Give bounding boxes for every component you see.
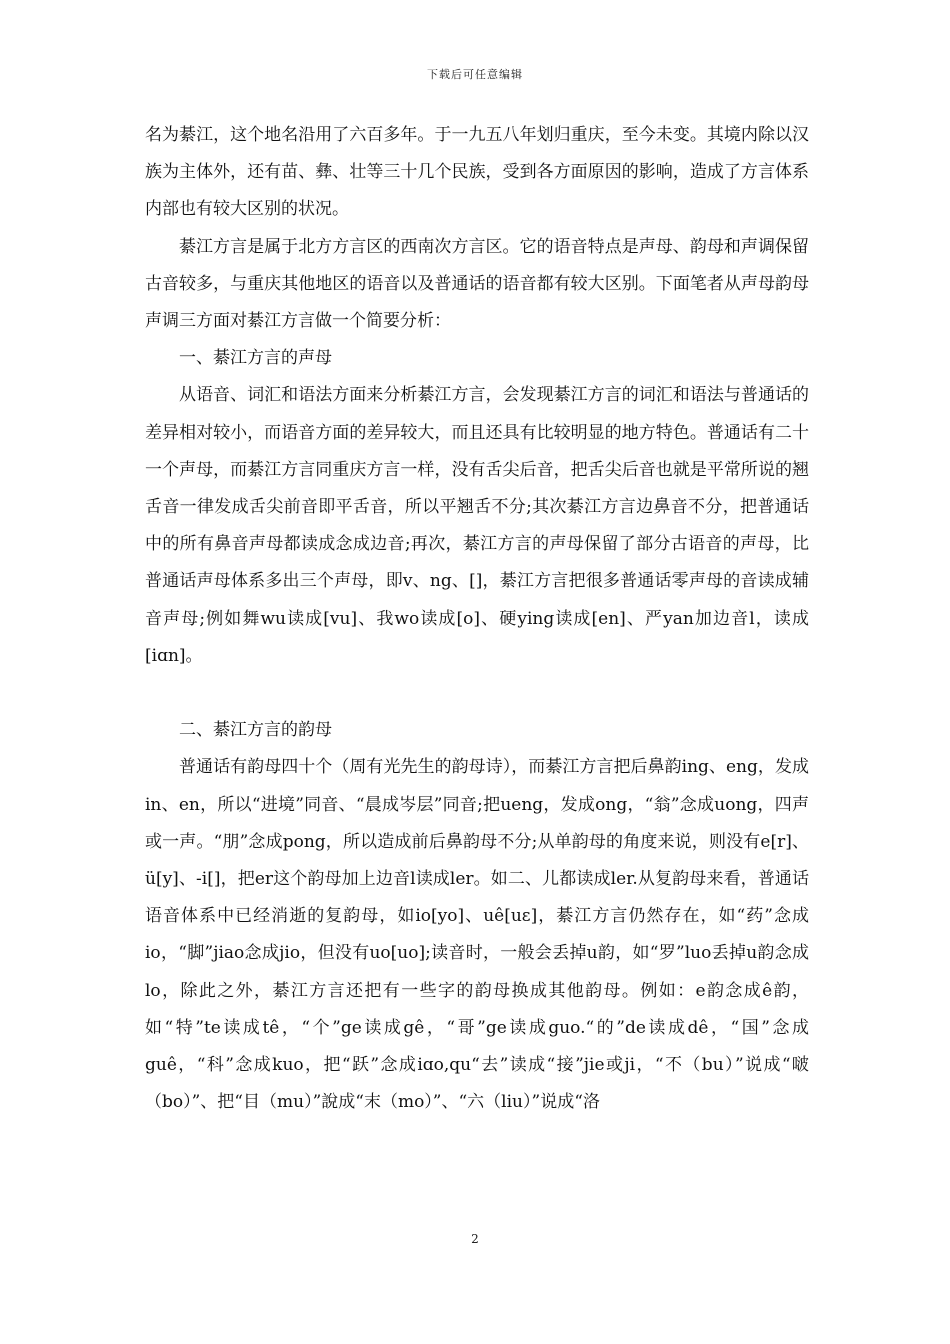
paragraph-2: 綦江方言是属于北方方言区的西南次方言区。它的语音特点是声母、韵母和声调保留古音较多，与重庆其他地区的语音以及普通话的语音都有较大区别。下面笔者从声母韵母声调三方面对綦江方言做一个简要分析： [145,236,809,332]
document-body [145,117,809,1121]
paragraph-4: 普通话有韵母四十个（周有光先生的韵母诗），而綦江方言把后鼻韵ing、eng，发成in、en，所以“进境”同音、“晨成岑层”同音;把ueng，发成ong，“翁”念成uong，四声或一声。“朋”念成pong，所以造成前后鼻韵母不分;从单韵母的角度来说，则没有e[r]、ü[y]、-i[]，把er这个韵母加上边音l读成ler。如二、儿都读成ler.从复韵母来看，普通话语音体系中已经消逝的复韵母，如io[yo]、uê[uɛ]，綦江方言仍然存在，如“药”念成io，“脚”jiao念成jio，但没有uo[uo];读音时，一般会丢掉u韵，如“罗”luo丢掉u韵念成lo，除此之外，綦江方言还把有一些字的韵母换成其他韵母。例如：e韵念成ê韵，如“特”te读成tê，“个”ge读成gê，“哥”ge读成guo.“的”de读成dê，“国”念成guê，“科”念成kuo，把“跃”念成iɑo,qu“去”读成“接”jie或ji，“不（bu）”说成“啵（bo）”、把“目（mu）”說成“末（mo）”、“六（liu）”说成“洛 [145,757,809,1113]
page-header: 下载后可任意编辑 [427,68,523,81]
page-number: 2 [471,1232,479,1246]
blank-line [145,675,809,712]
paragraph-3: 从语音、词汇和语法方面来分析綦江方言，会发现綦江方言的词汇和语法与普通话的差异相对较小，而语音方面的差异较大，而且还具有比较明显的地方特色。普通话有二十一个声母，而綦江方言同重庆方言一样，没有舌尖后音，把舌尖后音也就是平常所说的翘舌音一律发成舌尖前音即平舌音，所以平翘舌不分;其次綦江方言边鼻音不分，把普通话中的所有鼻音声母都读成念成边音;再次，綦江方言的声母保留了部分古语音的声母，比普通话声母体系多出三个声母，即v、ng、[]，綦江方言把很多普通话零声母的音读成辅音声母;例如舞wu读成[vu]、我wo读成[o]、硬ying读成[en]、严yan加边音l，读成[iɑn]。 [145,385,809,666]
section-heading-finals: 二、綦江方言的韵母 [179,720,332,741]
section-heading-initials: 一、綦江方言的声母 [179,348,332,369]
paragraph-1: 名为綦江，这个地名沿用了六百多年。于一九五八年划归重庆，至今未变。其境内除以汉族为主体外，还有苗、彝、壮等三十几个民族，受到各方面原因的影响，造成了方言体系内部也有较大区别的状况。 [145,125,809,220]
